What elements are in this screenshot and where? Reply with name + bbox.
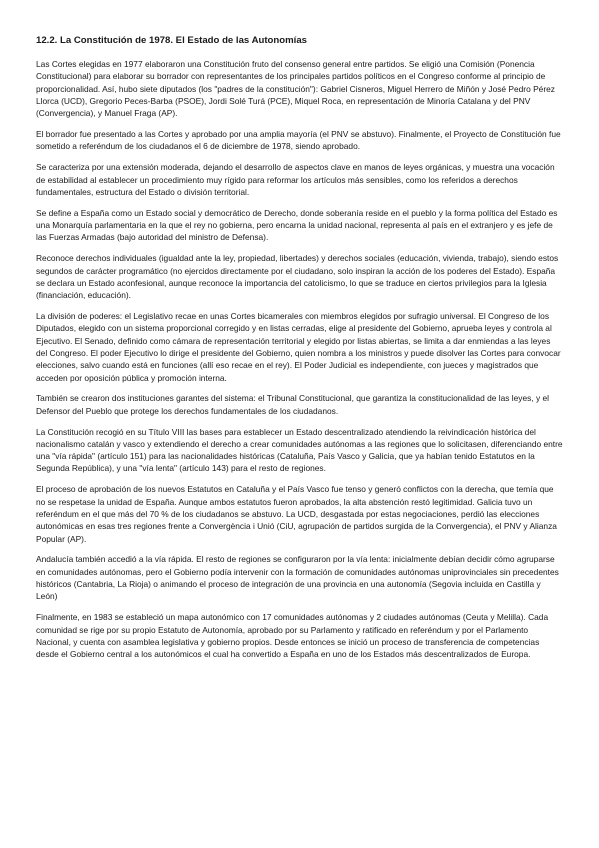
paragraph-caracteristicas: Se caracteriza por una extensión moderada, dejando el desarrollo de aspectos clave en manos de leyes orgánicas, y muestra una vocación de estabilidad al establecer un procedimiento muy rígido para reformar los artículos más sensibles, como los referidos a derechos fundamentales, estructura del Estado o división territorial. [36, 162, 555, 197]
paragraph-instituciones: También se crearon dos instituciones garantes del sistema: el Tribunal Constitucional, que garantiza la constitucionalidad de las leyes, y el Defensor del Pueblo que protege los derechos fundamentales de los ciudadanos. [36, 393, 550, 416]
paragraph-borrador: El borrador fue presentado a las Cortes y aprobado por una amplia mayoría (el PNV se abstuvo). Finalmente, el Proyecto de Constitución fue sometido a referéndum de los ciudadanos el 6 de diciembre de 1978, siendo aprobado. [36, 129, 561, 152]
paragraph-derechos: Reconoce derechos individuales (igualdad ante la ley, propiedad, libertades) y derechos sociales (educación, vivienda, trabajo), siendo estos segundos de carácter programático (no ejercidos directamente por el ciudadano, solo inspiran la acción de los poderes del Estado). España se declara un Estado aconfesional, aunque reconoce la importancia del catolicismo, lo que se traduce en ciertos privilegios para la Iglesia (financiación, educación). [36, 253, 559, 301]
paragraph-cortes-1977: Las Cortes elegidas en 1977 elaboraron una Constitución fruto del consenso general entre partidos. Se eligió una Comisión (Ponencia Constitucional) para elaborar su borrador con representantes de los principales partidos políticos en el Congreso conforme al principio de proporcionalidad. Así, hubo siete diputados (los "padres de la constitución"): Gabriel Cisneros, Miguel Herrero de Miñón y José Pedro Pérez Llorca (UCD), Gregorio Peces-Barba (PSOE), Jordi Solé Turá (PCE), Miquel Roca, en representación de Minoría Catalana y del PNV (Convergencia), y Manuel Fraga (AP). [36, 59, 555, 119]
paragraph-titulo-viii: La Constitución recogió en su Título VIII las bases para establecer un Estado descentralizado atendiendo la reivindicación histórica del nacionalismo catalán y vasco y extendiendo el derecho a crear comunidades autónomas a las regiones que lo solicitasen, diferenciando entre una "vía rápida" (artículo 151) para las nacionalidades históricas (Cataluña, País Vasco y Galicia, que ya habían tenido Estatutos en la Segunda República), y una "vía lenta" (artículo 143) para el resto de regiones. [36, 426, 563, 474]
paragraph-estatutos: El proceso de aprobación de los nuevos Estatutos en Cataluña y el País Vasco fue tenso y generó conflictos con la derecha, que temía que no se respetase la unidad de España. Aunque ambos estatutos fueron aprobados, la alta abstención restó legitimidad. Galicia tuvo un referéndum en el que más del 70 % de los ciudadanos se abstuvo. La UCD, desgastada por estas negociaciones, perdió las elecciones autonómicas en esas tres regiones frente a Convergència i Unió (CiU, agrupación de partidos surgida de la Convergencia), el PNV y Alianza Popular (AP). [36, 484, 557, 544]
paragraph-andalucia: Andalucía también accedió a la vía rápida. El resto de regiones se configuraron por la vía lenta: inicialmente debían decidir cómo agruparse en comunidades autónomas, pero el Gobierno podía intervenir con la formación de comunidades autónomas uniprovinciales sin precedentes históricos (Cantabria, La Rioja) o animando el proceso de integración de una provincia en una autonomía (Segovia incluida en Castilla y León) [36, 554, 559, 602]
section-title: 12.2. La Constitución de 1978. El Estado de las Autonomías [36, 35, 308, 46]
paragraph-estado-social: Se define a España como un Estado social y democrático de Derecho, donde soberanía reside en el pueblo y la forma política del Estado es una Monarquía parlamentaria en la que el rey no gobierna, pero encarna la unidad nacional, representa al país en el extranjero y es jefe de las Fuerzas Armadas (bajo autoridad del ministro de Defensa). [36, 207, 558, 243]
paragraph-mapa-autonomico: Finalmente, en 1983 se estableció un mapa autonómico con 17 comunidades autónomas y 2 ciudades autónomas (Ceuta y Melilla). Cada comunidad se rige por su propio Estatuto de Autonomía, aprobado por su Parlamento y ratificado en referéndum y por el Parlamento Nacional, y cuenta con asamblea legislativa y gobierno propios. Desde entonces se inició un proceso de transferencia de competencias desde el Gobierno central a los autonómicos el cual ha convertido a España en uno de los Estados más descentralizados de Europa. [36, 612, 549, 660]
paragraph-division-poderes: La división de poderes: el Legislativo recae en unas Cortes bicamerales con miembros elegidos por sufragio universal. El Congreso de los Diputados, elegido con un sistema proporcional corregido y en listas cerradas, elige al presidente del Gobierno, aprueba leyes y controla al Ejecutivo. El Senado, definido como cámara de representación territorial y elegido por listas abiertas, se limita a dar enmiendas a las leyes del Congreso. El poder Ejecutivo lo dirige el presidente del Gobierno, quien nombra a los ministros y puede disolver las Cortes para convocar elecciones, salvo cuando está en funciones (allí eso recae en el rey). El Poder Judicial es independiente, con jueces y magistrados que acceden por oposición pública y promoción interna. [36, 311, 561, 383]
